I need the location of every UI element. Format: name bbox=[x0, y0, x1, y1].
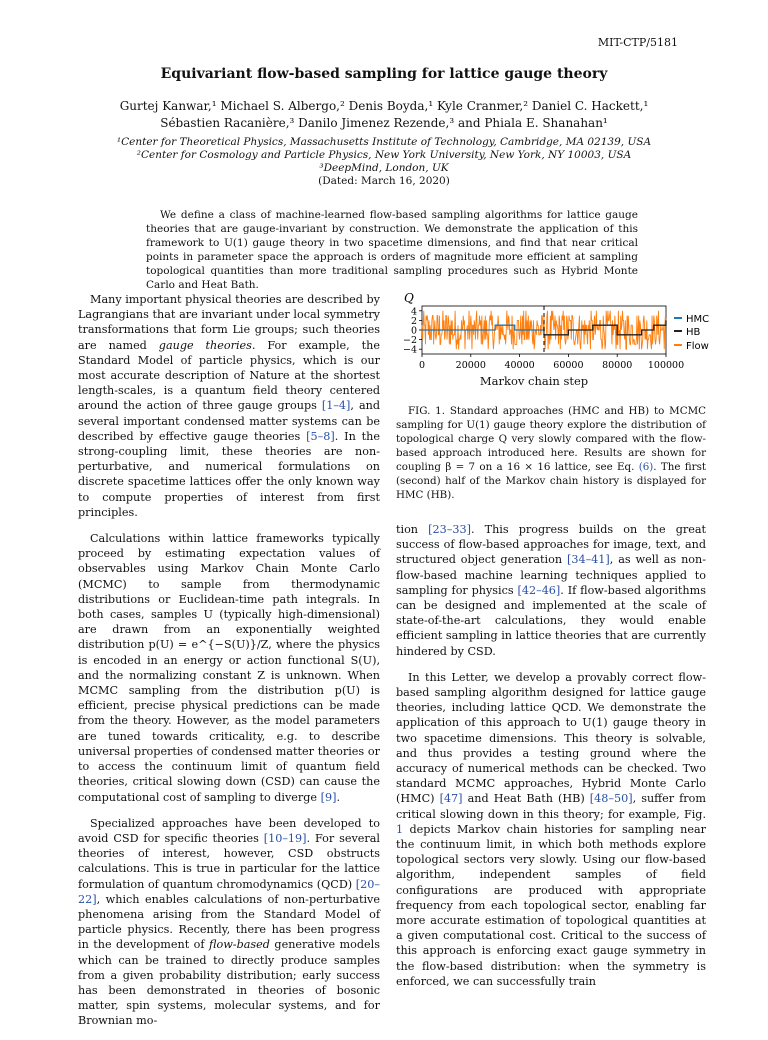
citation-link[interactable]: [20–22] bbox=[78, 877, 380, 906]
legend-label-flow: Flow bbox=[686, 341, 709, 352]
y-axis-label: Q bbox=[404, 291, 414, 305]
legend-label-hmc: HMC bbox=[686, 314, 710, 325]
preprint-number: MIT-CTP/5181 bbox=[597, 36, 678, 49]
authors-line-2: Sébastien Racanière,³ Danilo Jimenez Rezende,³ and Phiala E. Shanahan¹ bbox=[160, 116, 608, 130]
affiliation-1: ¹Center for Theoretical Physics, Massachusetts Institute of Technology, Cambridge, MA 02139, USA bbox=[116, 136, 652, 148]
x-tick-label: 0 bbox=[418, 360, 426, 371]
author-list bbox=[60, 98, 708, 132]
x-axis-label: Markov chain step bbox=[479, 374, 589, 388]
citation-link[interactable]: [10–19] bbox=[263, 831, 307, 845]
y-tick-label: 2 bbox=[410, 315, 417, 327]
abstract: We define a class of machine-learned flow-based sampling algorithms for lattice gauge theories that are gauge-invariant by construction. We demonstrate the application of this framework to U(1) gauge theory in two spacetime dimensions, and find that near critical points in parameter space the approach is orders of magnitude more efficient at sampling topological quantities than more traditional sampling procedures such as Hybrid Monte Carlo and Heat Bath. bbox=[146, 209, 638, 291]
legend-label-hb: HB bbox=[686, 327, 701, 338]
text: tion bbox=[396, 523, 429, 536]
affiliation-2: ²Center for Cosmology and Particle Physics, New York University, New York, NY 10003, USA bbox=[136, 149, 632, 161]
y-tick-label: −2 bbox=[402, 335, 417, 347]
emphasis: flow-based bbox=[209, 938, 270, 952]
affiliation-3: ³DeepMind, London, UK bbox=[319, 162, 449, 174]
paragraph bbox=[78, 292, 380, 520]
figure-caption bbox=[396, 404, 706, 502]
text: , suffer from critical slowing down in this theory; for example, Fig. bbox=[396, 792, 706, 821]
equation-link[interactable]: (6) bbox=[638, 461, 654, 473]
paragraph bbox=[78, 816, 380, 1029]
x-tick-label: 20000 bbox=[455, 360, 486, 371]
citation-link[interactable]: [42–46] bbox=[517, 583, 561, 597]
citation-link[interactable]: [5–8] bbox=[306, 429, 335, 443]
y-tick-label: 4 bbox=[410, 306, 417, 318]
paragraph bbox=[396, 670, 706, 989]
text: Many important physical theories are described by Lagrangians that are invariant under local symmetry transformations that form Lie groups; such theories are named bbox=[78, 293, 380, 352]
text: , and several important condensed matter systems can be described by effective gauge theories bbox=[78, 399, 380, 443]
authors-line-1: Gurtej Kanwar,¹ Michael S. Albergo,² Denis Boyda,¹ Kyle Cranmer,² Daniel C. Hackett,¹ bbox=[119, 99, 649, 113]
affiliations bbox=[60, 136, 708, 188]
text: , as well as non-flow-based machine learning techniques applied to sampling for physics bbox=[396, 553, 706, 597]
x-tick-label: 60000 bbox=[553, 360, 584, 371]
text: . This progress builds on the great success of flow-based approaches for image, text, and structured object generation bbox=[396, 523, 706, 567]
text: Specialized approaches have been developed to avoid CSD for specific theories bbox=[78, 816, 380, 845]
citation-link[interactable]: [47] bbox=[439, 792, 463, 806]
text: In this Letter, we develop a provably correct flow-based sampling algorithm designed for lattice gauge theories, including lattice QCD. We demonstrate the application of this approach to U(1) gauge theory in two spacetime dimensions. This theory is solvable, and thus provides a testing ground where the accuracy of numerical methods can be checked. Two standard MCMC approaches, Hybrid Monte Carlo (HMC) bbox=[396, 670, 706, 806]
paragraph bbox=[78, 531, 380, 805]
paper-title: Equivariant flow-based sampling for lattice gauge theory bbox=[160, 66, 608, 82]
citation-link[interactable]: [48–50] bbox=[589, 792, 633, 806]
x-ticks bbox=[419, 354, 684, 371]
text: . The first (second) half of the Markov chain history is displayed for HMC (HB). bbox=[396, 461, 707, 501]
text: FIG. 1. Standard approaches (HMC and HB) to MCMC sampling for U(1) gauge theory explore the distribution of topological charge Q very slowly compared with the flow-based approach introduced here. Results are shown for coupling β = 7 on a 16 × 16 lattice, see Eq. bbox=[396, 405, 706, 473]
legend bbox=[674, 314, 709, 352]
text: , which enables calculations of non-perturbative phenomena arising from the Standard Model of particle physics. Recently, there has been progress in the development of bbox=[78, 892, 380, 952]
left-column bbox=[78, 292, 380, 1040]
citation-link[interactable]: [23–33] bbox=[428, 523, 471, 536]
y-ticks bbox=[403, 306, 422, 355]
right-column bbox=[396, 522, 706, 1000]
y-tick-label: −4 bbox=[402, 344, 417, 356]
citation-link[interactable]: [34–41] bbox=[566, 553, 610, 567]
text: and Heat Bath (HB) bbox=[462, 792, 590, 806]
x-tick-label: 100000 bbox=[647, 360, 685, 371]
text: generative models which can be trained to directly produce samples from a given probability distribution; early success has been demonstrated in theories of bosonic matter, spin systems, molecular systems, and for Brownian mo- bbox=[78, 938, 380, 1028]
text: . If flow-based algorithms can be designed and implemented at the scale of state-of-the-art calculations, they would enable efficient sampling in lattice theories that are currently hindered by CSD. bbox=[396, 583, 706, 658]
text: . In the strong-coupling limit, these theories are non-perturbative, and numerical formulations on discrete spacetime lattices offer the only known way to compute properties of interest from first principles. bbox=[78, 429, 380, 519]
x-tick-label: 40000 bbox=[504, 360, 535, 371]
text: Calculations within lattice frameworks typically proceed by estimating expectation values of observables using Markov Chain Monte Carlo (MCMC) to sample from thermodynamic distributions or Euclidean-time path integrals. In both cases, samples U (typically high-dimensional) are drawn from an exponentially weighted distribution p(U) = e^{−S(U)}/Z, where the physics is encoded in an energy or action functional S(U), and the normalizing constant Z is unknown. When MCMC sampling from the distribution p(U) is efficient, precise physical predictions can be made from the theory. However, as the model parameters are tuned towards criticality, e.g. to describe universal properties of condensed matter theories or to access the continuum limit of quantum field theories, critical slowing down (CSD) can cause the computational cost of sampling to diverge bbox=[78, 532, 380, 804]
x-tick-label: 80000 bbox=[602, 360, 633, 371]
emphasis: gauge theories bbox=[158, 338, 252, 352]
text: . For several theories of interest, however, CSD obstructs calculations. This is true in particular for the lattice formulation of quantum chromodynamics (QCD) bbox=[78, 831, 380, 891]
citation-link[interactable]: [9] bbox=[320, 790, 337, 804]
citation-link[interactable]: [1–4] bbox=[321, 399, 351, 413]
text: depicts Markov chain histories for sampling near the continuum limit, in which both methods explore topological sectors very slowly. Using our flow-based algorithm, independent samples of field configurations are produced with appropriate frequency from each topological sector, enabling far more accurate estimation of topological quantities at a given computational cost. Critical to the success of this approach is enforcing exact gauge symmetry in the flow-based distribution: when the symmetry is enforced, we can successfully train bbox=[396, 822, 706, 988]
y-tick-label: 0 bbox=[410, 325, 417, 337]
figure-link[interactable]: 1 bbox=[396, 822, 404, 836]
dated: (Dated: March 16, 2020) bbox=[318, 175, 450, 187]
paragraph bbox=[396, 522, 706, 659]
series-hb-line bbox=[544, 320, 666, 334]
text: . For example, the Standard Model of particle physics, which is our most accurate description of Nature at the shortest length-scales, is a quantum field theory centered around the action of three gauge groups bbox=[78, 338, 380, 413]
text: . bbox=[336, 790, 341, 804]
